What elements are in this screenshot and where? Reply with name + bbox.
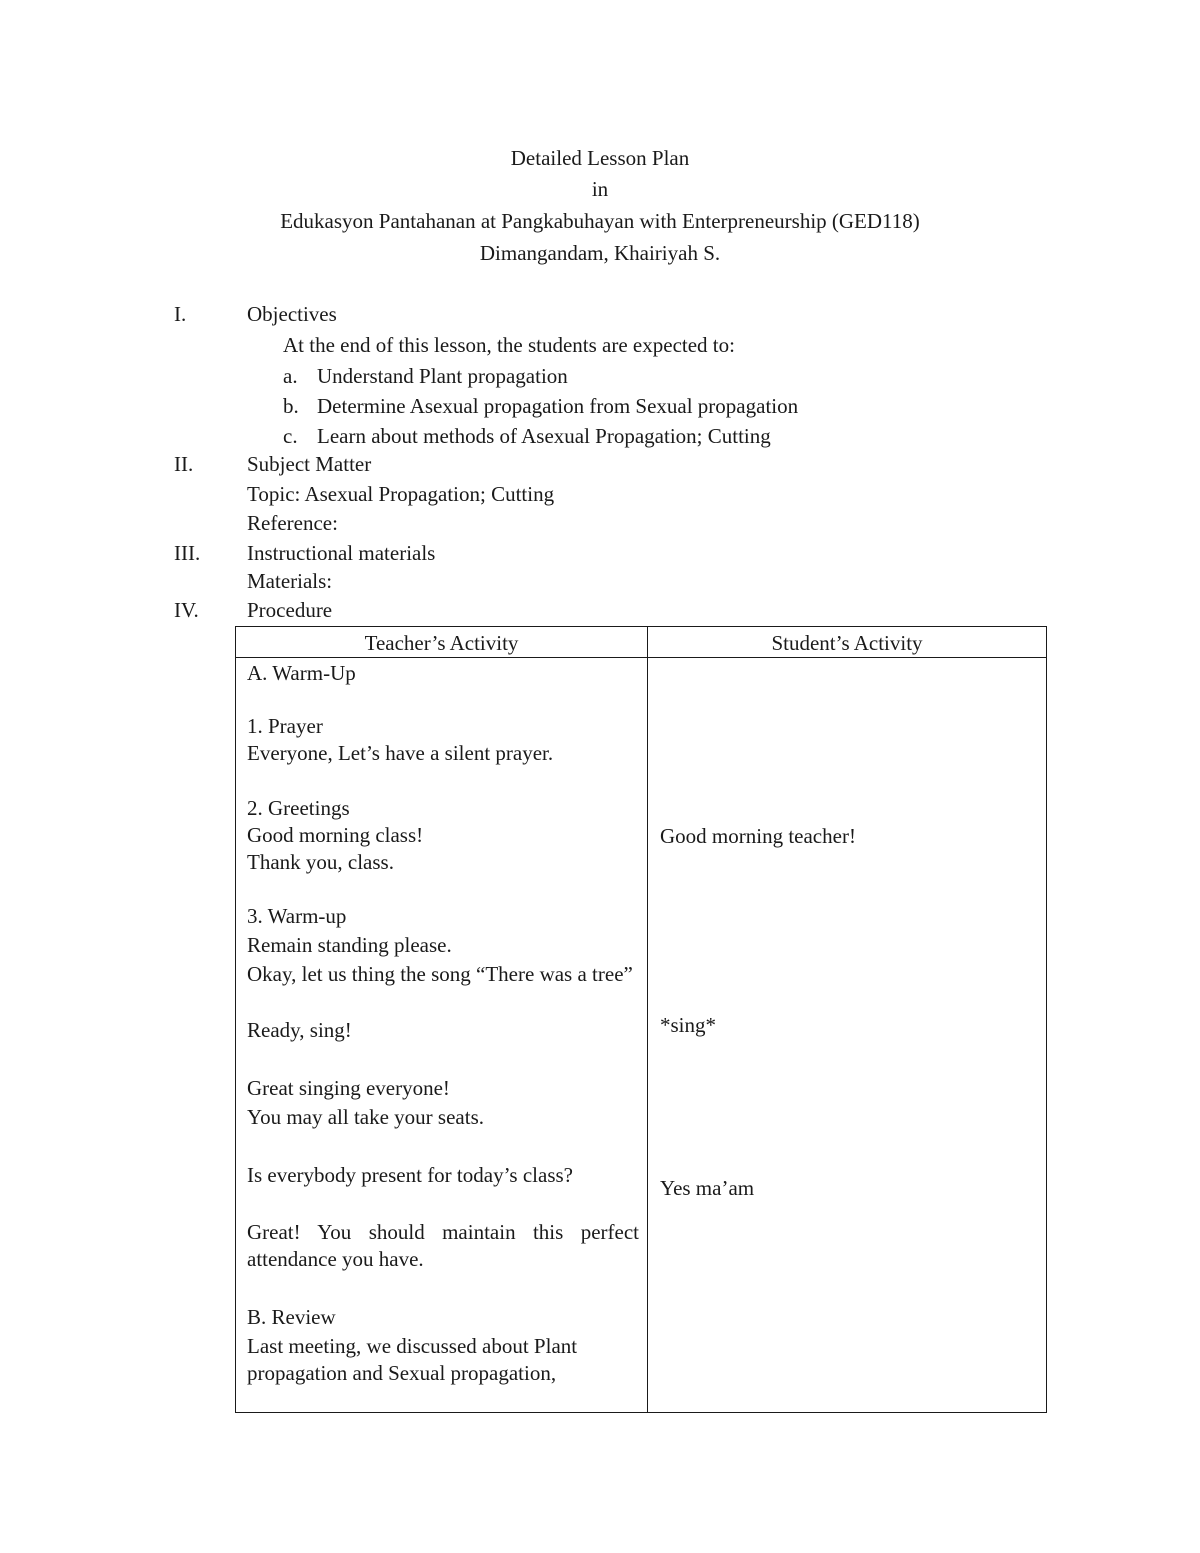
take-seats: You may all take your seats. [247, 1105, 484, 1129]
header-divider [236, 657, 1046, 658]
attendance-question: Is everybody present for today’s class? [247, 1163, 573, 1187]
objective-item-c: Learn about methods of Asexual Propagation; Cutting [317, 424, 771, 448]
objective-letter-a: a. [283, 364, 298, 388]
objective-letter-c: c. [283, 424, 298, 448]
column-divider [647, 627, 648, 1412]
title-in: in [591, 177, 609, 201]
great-singing: Great singing everyone! [247, 1076, 450, 1100]
section-heading-objectives: Objectives [247, 302, 337, 326]
instructional-materials: Materials: [247, 569, 333, 593]
review-heading: B. Review [247, 1305, 336, 1329]
document-title: Detailed Lesson Plan [510, 146, 690, 170]
section-heading-subject: Subject Matter [247, 452, 372, 476]
prayer-heading: 1. Prayer [247, 714, 323, 738]
section-numeral-objectives: I. [174, 302, 187, 326]
objective-item-b: Determine Asexual propagation from Sexual propagation [317, 394, 799, 418]
prayer-text: Everyone, Let’s have a silent prayer. [247, 741, 554, 765]
thanks-text: Thank you, class. [247, 850, 394, 874]
header-student-activity: Student’s Activity [771, 631, 923, 655]
objective-letter-b: b. [283, 394, 299, 418]
subject-title: Edukasyon Pantahanan at Pangkabuhayan with Enterpreneurship (GED118) [280, 209, 920, 233]
header-teacher-activity: Teacher’s Activity [364, 631, 519, 655]
section-heading-instructional: Instructional materials [247, 541, 436, 565]
greetings-heading: 2. Greetings [247, 796, 350, 820]
student-good-morning: Good morning teacher! [660, 824, 856, 848]
section-numeral-subject: II. [174, 452, 194, 476]
remain-standing: Remain standing please. [247, 933, 452, 957]
author-name: Dimangandam, Khairiyah S. [479, 241, 721, 265]
subject-topic: Topic: Asexual Propagation; Cutting [247, 482, 555, 506]
warmup3-heading: 3. Warm-up [247, 904, 347, 928]
review-text: Last meeting, we discussed about Plant propagation and Sexual propagation, [247, 1334, 578, 1385]
greetings-text: Good morning class! [247, 823, 424, 847]
subject-reference: Reference: [247, 511, 338, 535]
objective-item-a: Understand Plant propagation [317, 364, 568, 388]
section-numeral-instructional: III. [174, 541, 201, 565]
objectives-intro: At the end of this lesson, the students are expected to: [283, 333, 735, 357]
procedure-table [235, 626, 1047, 1413]
warmup-heading: A. Warm-Up [247, 661, 356, 685]
student-yes: Yes ma’am [660, 1176, 755, 1200]
section-numeral-procedure: IV. [174, 598, 199, 622]
song-instruction: Okay, let us thing the song “There was a tree” [247, 962, 633, 986]
section-heading-procedure: Procedure [247, 598, 333, 622]
ready-sing: Ready, sing! [247, 1018, 352, 1042]
attendance-praise: Great! You should maintain this perfect attendance you have. [247, 1220, 639, 1271]
student-sing: *sing* [660, 1013, 717, 1037]
